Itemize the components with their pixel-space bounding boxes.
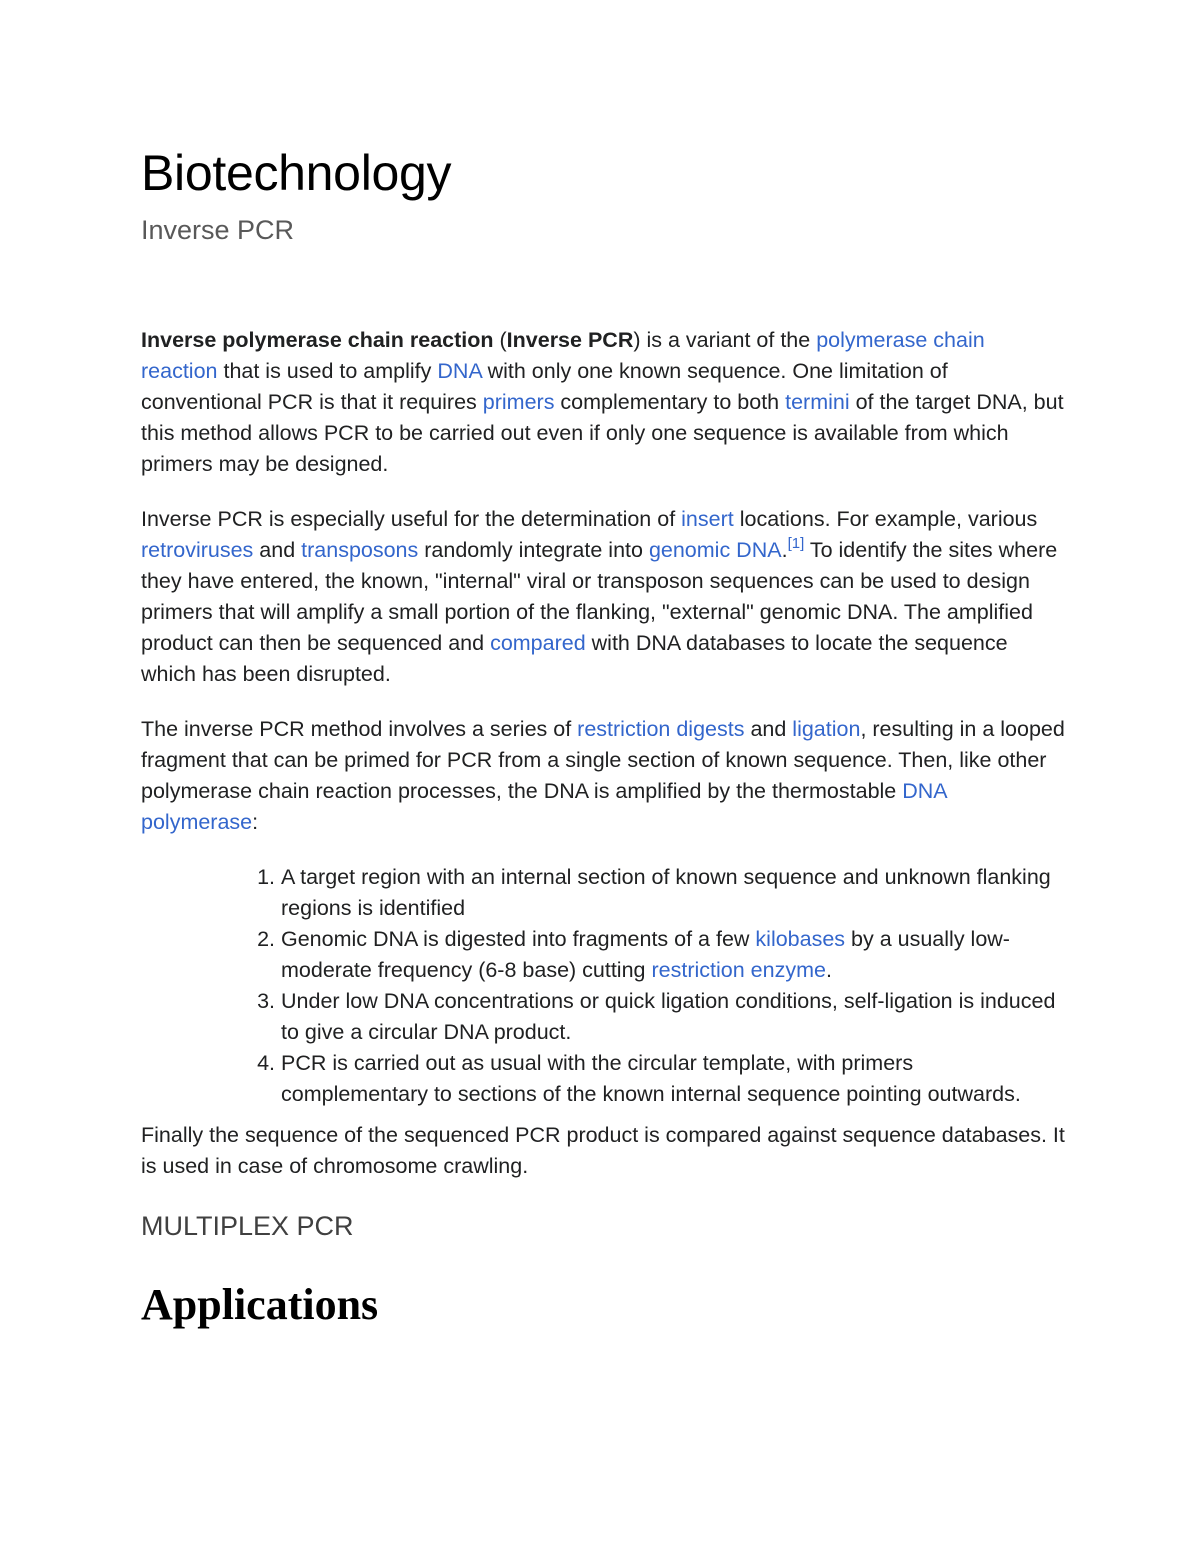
document-page <box>141 140 1066 1332</box>
bold-term: Inverse polymerase chain reaction <box>141 328 494 352</box>
document-subtitle: Inverse PCR <box>141 215 295 245</box>
list-item: 1. A target region with an internal section of known sequence and unknown flanking regions is identified <box>281 862 1066 924</box>
document-title: Biotechnology <box>141 145 452 201</box>
applications-heading: Applications <box>141 1280 379 1329</box>
link-kilobases[interactable]: kilobases <box>755 927 846 951</box>
link-genomic-dna[interactable]: genomic DNA <box>648 538 782 562</box>
method-steps-list <box>141 862 1066 1110</box>
link-dna[interactable]: DNA <box>437 359 482 383</box>
usage-paragraph: Inverse PCR is especially useful for the determination of insert locations. For example, various retroviruses and transposons randomly integrate into genomic DNA.[1] To identify the sites where they have entered, the known, "internal" viral or transposon sequences can be used to design primers that will amplify a small portion of the flanking, "external" genomic DNA. The amplified product can then be sequenced and compared with DNA databases to locate the sequence which has been disrupted. <box>141 507 1058 686</box>
conclusion-paragraph: Finally the sequence of the sequenced PCR product is compared against sequence databases. It is used in case of chromosome crawling. <box>141 1123 1065 1178</box>
link-termini[interactable]: termini <box>785 390 850 414</box>
link-polymerase-chain-reaction[interactable]: polymerase chain reaction <box>141 328 985 383</box>
link-insert[interactable]: insert <box>681 507 734 531</box>
citation-ref-1[interactable]: [1] <box>787 535 805 552</box>
bold-term: Inverse PCR <box>506 328 634 352</box>
list-item: 2. Genomic DNA is digested into fragments of a few kilobases by a usually low-moderate frequency (6-8 base) cutting restriction enzyme. <box>281 924 1066 986</box>
list-item: 3. Under low DNA concentrations or quick ligation conditions, self-ligation is induced to give a circular DNA product. <box>281 986 1066 1048</box>
link-restriction-digests[interactable]: restriction digests <box>577 717 745 741</box>
link-dna-polymerase[interactable]: DNA polymerase <box>141 779 947 834</box>
link-primers[interactable]: primers <box>482 390 555 414</box>
link-restriction-enzyme[interactable]: restriction enzyme <box>651 958 826 982</box>
multiplex-pcr-heading: MULTIPLEX PCR <box>141 1211 354 1241</box>
list-item: 4. PCR is carried out as usual with the circular template, with primers complementary to sections of the known internal sequence pointing outwards. <box>281 1048 1066 1110</box>
intro-paragraph: Inverse polymerase chain reaction (Inverse PCR) is a variant of the polymerase chain reaction that is used to amplify DNA with only one known sequence. One limitation of conventional PCR is that it requires primers complementary to both termini of the target DNA, but this method allows PCR to be carried out even if only one sequence is available from which primers may be designed. <box>141 328 1064 476</box>
link-retroviruses[interactable]: retroviruses <box>141 538 254 562</box>
link-compared[interactable]: compared <box>490 631 586 655</box>
link-transposons[interactable]: transposons <box>301 538 419 562</box>
method-paragraph: The inverse PCR method involves a series of restriction digests and ligation, resulting in a looped fragment that can be primed for PCR from a single section of known sequence. Then, like other polymerase chain reaction processes, the DNA is amplified by the thermostable DNA polymerase: <box>141 717 1065 834</box>
link-ligation[interactable]: ligation <box>792 717 861 741</box>
